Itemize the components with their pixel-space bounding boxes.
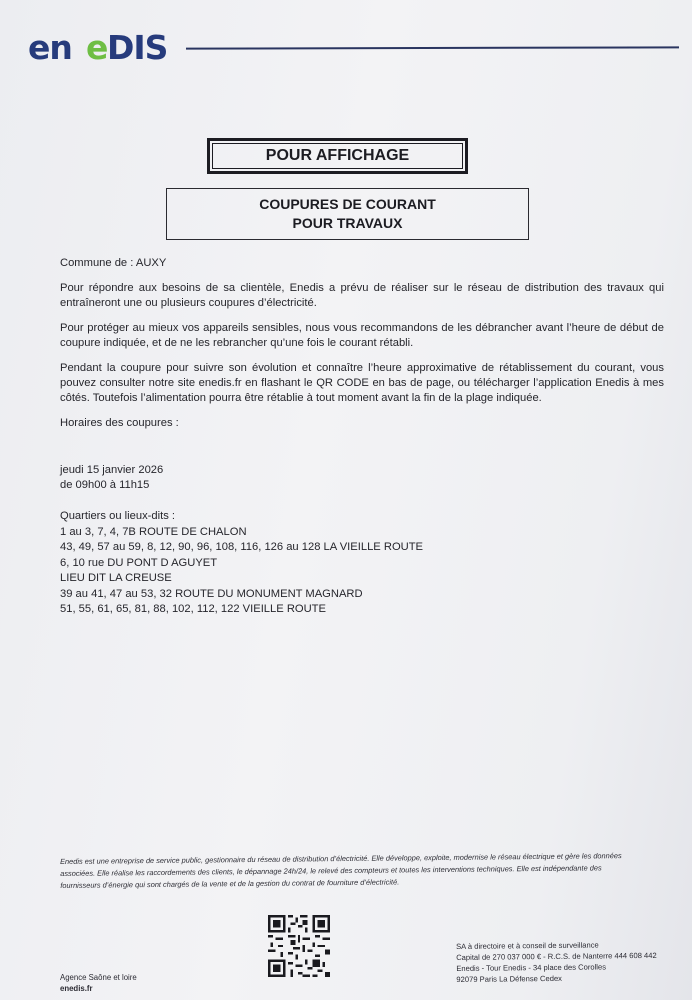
quartiers-label: Quartiers ou lieux-dits : xyxy=(60,510,176,522)
title-box xyxy=(166,188,529,240)
pour-affichage-box xyxy=(207,138,468,174)
horaires-label: Horaires des coupures : xyxy=(60,417,179,429)
quartier-item: 51, 55, 61, 65, 81, 88, 102, 112, 122 VIEILLE ROUTE xyxy=(60,603,326,615)
agency-site-link[interactable]: enedis.fr xyxy=(60,984,93,993)
schedule-hours: de 09h00 à 11h15 xyxy=(60,479,150,491)
legal-block xyxy=(456,939,657,985)
quartier-item: 39 au 41, 47 au 53, 32 ROUTE DU MONUMENT MAGNARD xyxy=(60,587,363,600)
legal-line: SA à directoire et à conseil de surveillance xyxy=(456,940,599,951)
svg-text:e: e xyxy=(86,28,108,66)
paragraph-3: Pendant la coupure pour suivre son évolution et connaître l’heure approximative de rétablissement du courant, vous pouvez consulter notre site enedis.fr en flashant le QR CODE en bas de page, ou télécharger l’application Enedis à mes côtés. Toutefois l’alimentation pourra être rétablie à tout moment avant la fin de la plage indiquée. xyxy=(60,362,664,404)
commune: Commune de : AUXY xyxy=(60,257,167,269)
header-rule xyxy=(186,46,679,49)
quartier-item: LIEU DIT LA CREUSE xyxy=(60,572,172,584)
paragraph-1: Pour répondre aux besoins de sa clientèle, Enedis a prévu de réaliser sur le réseau de distribution des travaux qui entraîneront une ou plusieurs coupures d’électricité. xyxy=(60,282,664,309)
legal-line: 92079 Paris La Défense Cedex xyxy=(456,973,562,984)
quartier-item: 6, 10 rue DU PONT D AGUYET xyxy=(60,556,218,569)
qr-code-icon[interactable] xyxy=(268,915,330,977)
quartier-item: 1 au 3, 7, 4, 7B ROUTE DE CHALON xyxy=(60,525,247,538)
legal-line: Enedis - Tour Enedis - 34 place des Corolles xyxy=(456,962,607,973)
svg-text:en: en xyxy=(28,28,72,66)
title-line-2: POUR TRAVAUX xyxy=(292,215,403,231)
agency-block xyxy=(60,972,137,994)
title-line-1: COUPURES DE COURANT xyxy=(259,196,436,212)
notice-body xyxy=(60,256,664,618)
paragraph-2: Pour protéger au mieux vos appareils sensibles, nous vous recommandons de les débrancher avant l’heure de début de coupure indiquée, et de ne les rebrancher qu’une fois le courant rétabli. xyxy=(60,322,664,349)
quartier-item: 43, 49, 57 au 59, 8, 12, 90, 96, 108, 116, 126 au 128 LA VIEILLE ROUTE xyxy=(60,541,424,553)
schedule-date: jeudi 15 janvier 2026 xyxy=(60,464,164,476)
company-note xyxy=(60,850,670,892)
legal-line: Capital de 270 037 000 € - R.C.S. de Nanterre 444 608 442 xyxy=(456,950,657,962)
company-note-line: fournisseurs d’énergie qui sont chargés de la vente et de la gestion du contrat de fourniture d’électricité. xyxy=(60,877,400,890)
svg-text:DIS: DIS xyxy=(107,28,168,66)
agency-name: Agence Saône et loire xyxy=(60,973,137,982)
company-note-line: Enedis est une entreprise de service public, gestionnaire du réseau de distribution d’électricité. Elle développe, exploite, modernise le réseau électrique et gère les données xyxy=(60,851,622,866)
pour-affichage-label: POUR AFFICHAGE xyxy=(265,147,410,164)
company-note-line: associées. Elle réalise les raccordements des clients, le dépannage 24h/24, le relevé des compteurs et toutes les interventions techniques. Elle est indépendante des xyxy=(60,863,602,878)
enedis-logo xyxy=(28,26,180,66)
